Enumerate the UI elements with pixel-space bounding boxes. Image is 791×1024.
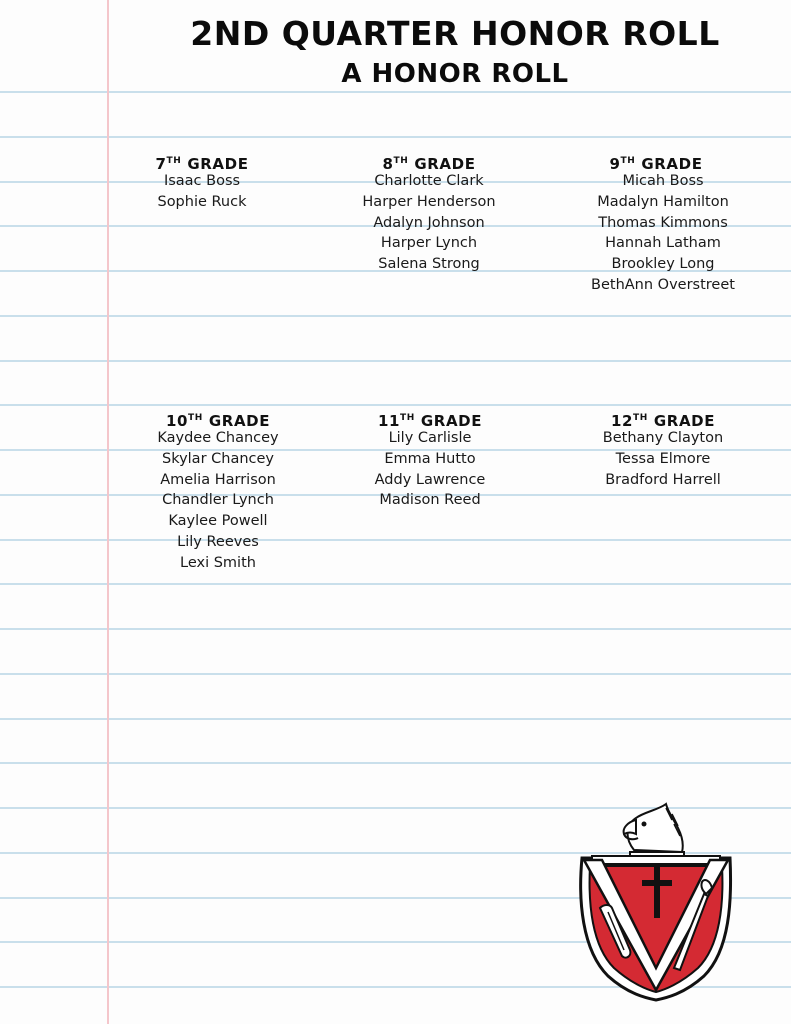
list-item: Skylar Chancey (161, 450, 274, 467)
list-item: Kaydee Chancey (157, 430, 279, 446)
name-list (319, 171, 539, 275)
ruled-line (0, 673, 791, 675)
ruled-line (0, 718, 791, 720)
grade-column-8 (319, 151, 539, 275)
list-item: Sophie Ruck (157, 193, 247, 210)
page-title: 2ND QUARTER HONOR ROLL (190, 14, 720, 53)
list-item: Tessa Elmore (615, 450, 711, 467)
grade-heading: 8TH GRADE (382, 155, 476, 173)
list-item: Lily Carlisle (388, 430, 472, 446)
list-item: Adalyn Johnson (373, 214, 485, 231)
list-item: Thomas Kimmons (598, 214, 728, 231)
ruled-line (0, 91, 791, 93)
list-item: Harper Henderson (362, 193, 496, 210)
name-list (92, 171, 312, 213)
list-item: Madison Reed (379, 492, 481, 509)
ruled-line (0, 583, 791, 585)
grade-column-9 (553, 151, 773, 296)
list-item: Emma Hutto (384, 450, 476, 467)
grade-heading: 10TH GRADE (165, 412, 271, 430)
grade-column-12 (553, 408, 773, 490)
list-item: Amelia Harrison (160, 471, 276, 488)
name-list (553, 171, 773, 296)
list-item: Madalyn Hamilton (597, 193, 729, 210)
list-item: Isaac Boss (163, 173, 241, 189)
list-item: Kaylee Powell (168, 513, 268, 530)
ruled-line (0, 360, 791, 362)
grade-column-11 (320, 408, 540, 511)
eagle-head-icon (624, 804, 684, 856)
grade-heading: 11TH GRADE (377, 412, 483, 430)
list-item: Salena Strong (378, 256, 480, 273)
list-item: Lily Reeves (177, 533, 259, 550)
name-list (320, 428, 540, 511)
ruled-line (0, 136, 791, 138)
list-item: Brookley Long (611, 256, 715, 273)
grade-heading: 7TH GRADE (155, 155, 249, 173)
grade-heading: 9TH GRADE (609, 155, 703, 173)
ruled-line (0, 404, 791, 406)
list-item: Micah Boss (622, 173, 704, 189)
name-list (553, 428, 773, 490)
list-item: Bethany Clayton (602, 430, 724, 446)
ruled-line (0, 762, 791, 764)
grade-heading: 12TH GRADE (610, 412, 716, 430)
page-subtitle: A HONOR ROLL (341, 59, 569, 89)
ruled-line (0, 628, 791, 630)
name-list (108, 428, 328, 574)
list-item: Lexi Smith (180, 554, 256, 571)
list-item: Addy Lawrence (374, 471, 486, 488)
list-item: Charlotte Clark (374, 173, 484, 189)
list-item: Bradford Harrell (605, 471, 721, 488)
grade-column-7 (92, 151, 312, 213)
grade-column-10 (108, 408, 328, 574)
list-item: Harper Lynch (380, 235, 478, 252)
list-item: Chandler Lynch (162, 492, 274, 509)
ruled-line (0, 315, 791, 317)
list-item: Hannah Latham (605, 235, 721, 252)
eagle-crest-icon (574, 800, 738, 1002)
list-item: BethAnn Overstreet (591, 276, 735, 293)
